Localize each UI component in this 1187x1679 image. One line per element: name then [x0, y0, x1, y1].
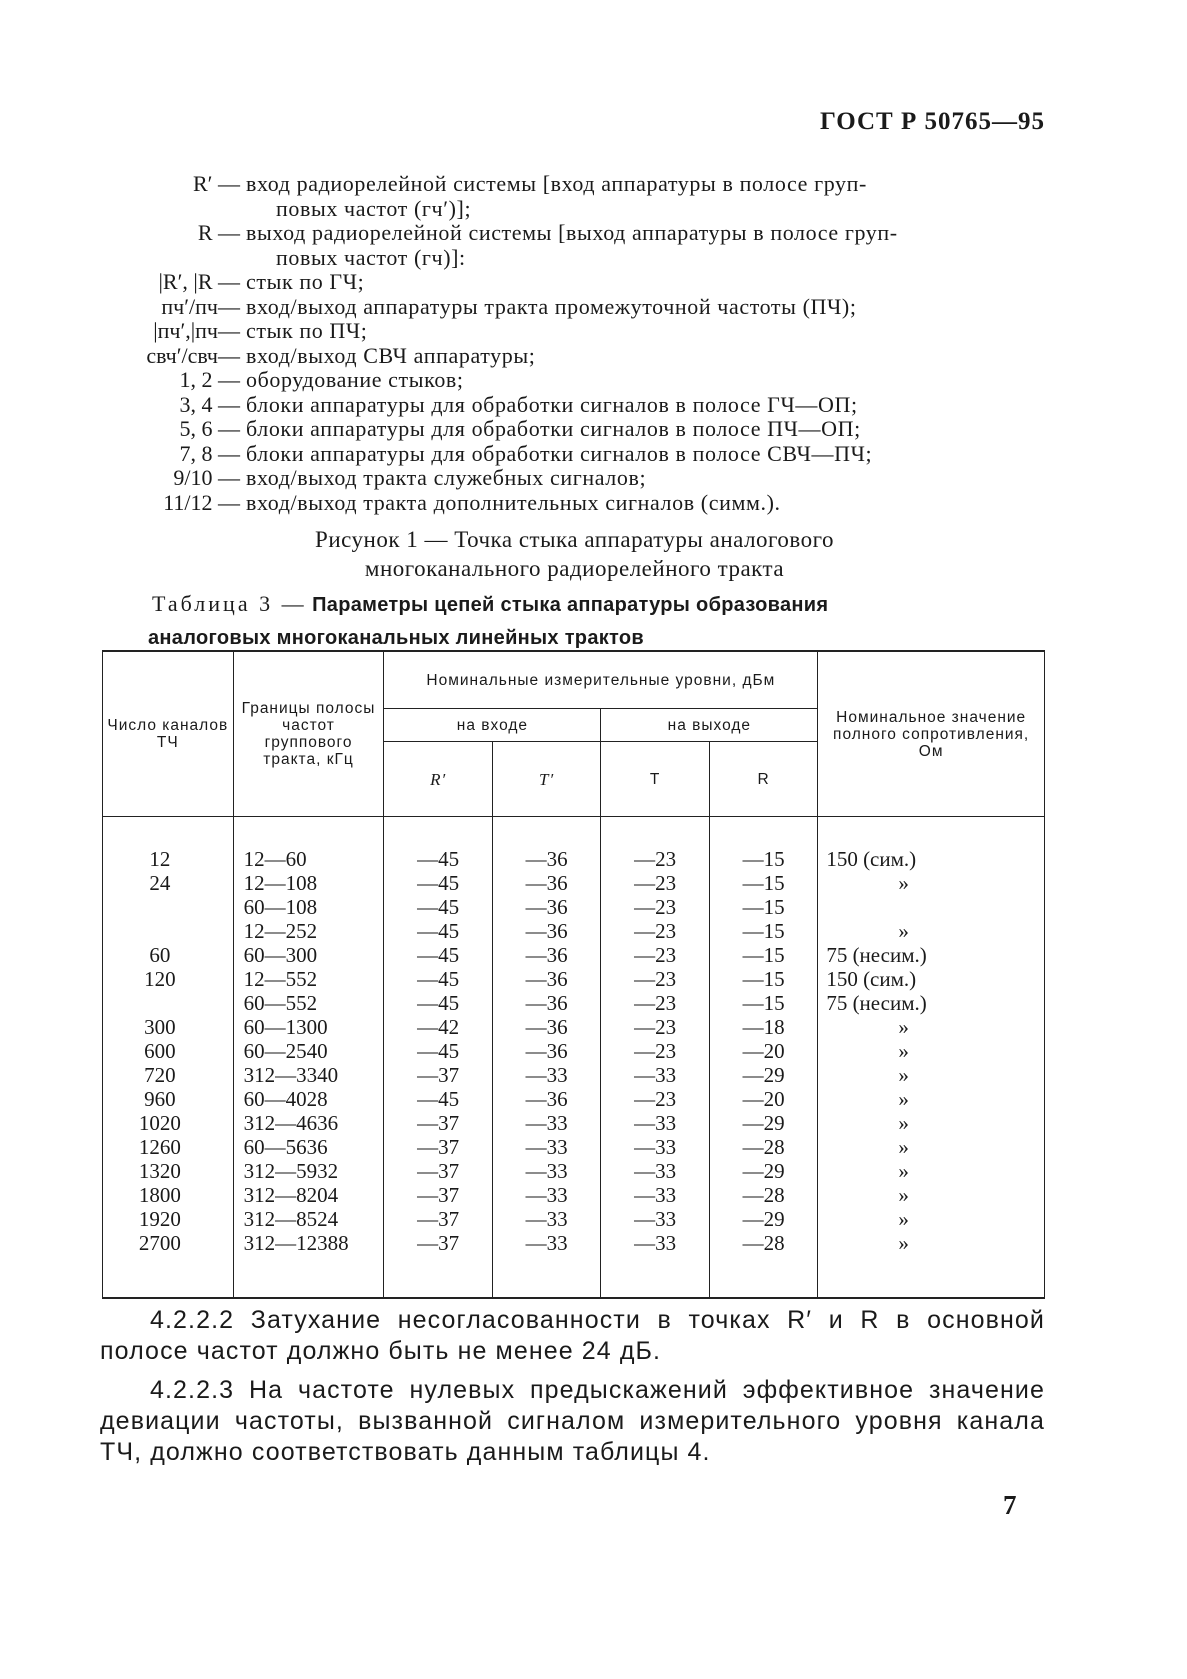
cell-channels	[103, 991, 234, 1015]
cell-impedance: »	[818, 1039, 1045, 1063]
header-band: Границы полосы частот группового тракта, кГц	[233, 651, 384, 817]
header-r: R	[709, 742, 817, 817]
cell-input-t: —36	[492, 919, 600, 943]
header-r-prime: R′	[384, 742, 492, 817]
legend-symbol: 7, 8 —	[179, 440, 240, 466]
header-levels: Номинальные измерительные уровни, дБм	[384, 651, 818, 709]
cell-channels: 2700	[103, 1231, 234, 1298]
cell-output-t: —33	[601, 1183, 709, 1207]
legend-symbol: свч′/свч—	[146, 342, 240, 368]
legend-row	[140, 295, 1056, 320]
table-row	[103, 991, 1045, 1015]
cell-output-t: —23	[601, 895, 709, 919]
figure-caption	[0, 525, 1187, 583]
table-title	[148, 588, 1052, 654]
cell-channels: 1320	[103, 1159, 234, 1183]
table-row	[103, 1087, 1045, 1111]
legend-description: вход/выход тракта служебных сигналов;	[246, 465, 647, 490]
spacer-cell	[233, 817, 384, 848]
legend-description: стык по ПЧ;	[246, 318, 368, 343]
cell-output-t: —33	[601, 1135, 709, 1159]
table-title-text-1: Параметры цепей стыка аппаратуры образования	[312, 594, 829, 616]
page-number: 7	[1003, 1490, 1017, 1520]
cell-output-r: —18	[709, 1015, 817, 1039]
table-row	[103, 967, 1045, 991]
legend-row	[140, 246, 1056, 271]
cell-output-r: —15	[709, 967, 817, 991]
cell-input-t: —36	[492, 871, 600, 895]
legend-row	[140, 270, 1056, 295]
legend-row	[140, 368, 1056, 393]
header-channels: Число каналов ТЧ	[103, 651, 234, 817]
cell-output-t: —23	[601, 1087, 709, 1111]
cell-input-r: —45	[384, 943, 492, 967]
cell-output-t: —33	[601, 1231, 709, 1298]
legend-symbol: 5, 6 —	[179, 416, 240, 441]
cell-input-r: —37	[384, 1231, 492, 1298]
cell-input-r: —45	[384, 871, 492, 895]
cell-input-t: —33	[492, 1135, 600, 1159]
legend-description: вход радиорелейной системы [вход аппаратуры в полосе груп-	[246, 171, 867, 196]
legend-symbol: |пч′,|пч—	[153, 318, 240, 343]
legend-description: вход/выход СВЧ аппаратуры;	[246, 342, 536, 368]
figure-caption-line-2: многоканального радиорелейного тракта	[364, 556, 785, 581]
legend-description: блоки аппаратуры для обработки сигналов в полосе СВЧ—ПЧ;	[246, 440, 873, 466]
cell-output-t: —23	[601, 847, 709, 871]
legend-row	[140, 197, 1056, 222]
header-input: на входе	[384, 709, 601, 742]
figure-caption-line-1: Рисунок 1 — Точка стыка аппаратуры аналогового	[315, 527, 834, 552]
legend-description: стык по ГЧ;	[246, 269, 365, 294]
legend-row	[140, 393, 1056, 418]
legend-symbol: 1, 2 —	[179, 367, 240, 392]
cell-input-r: —37	[384, 1135, 492, 1159]
cell-output-r: —29	[709, 1111, 817, 1135]
cell-input-t: —33	[492, 1207, 600, 1231]
legend-row	[140, 344, 1056, 369]
legend-row	[140, 491, 1056, 516]
cell-band: 312—12388	[233, 1231, 384, 1298]
header-t: T	[601, 742, 709, 817]
cell-input-r: —37	[384, 1183, 492, 1207]
legend-description: вход/выход аппаратуры тракта промежуточной частоты (ПЧ);	[246, 293, 857, 319]
table-row	[103, 1207, 1045, 1231]
cell-channels: 300	[103, 1015, 234, 1039]
table-row	[103, 1063, 1045, 1087]
header-t-prime: T′	[492, 742, 600, 817]
legend-description: повых частот (гч)]:	[276, 244, 466, 270]
cell-output-t: —23	[601, 1039, 709, 1063]
legend-description: вход/выход тракта дополнительных сигналов (симм.).	[246, 489, 781, 515]
cell-output-t: —33	[601, 1159, 709, 1183]
legend-symbol: 9/10 —	[173, 465, 240, 490]
cell-impedance: »	[818, 871, 1045, 895]
cell-band: 60—108	[233, 895, 384, 919]
cell-channels: 60	[103, 943, 234, 967]
legend-description: блоки аппаратуры для обработки сигналов в полосе ПЧ—ОП;	[246, 416, 861, 441]
table-body	[103, 817, 1045, 1299]
cell-impedance: »	[818, 1087, 1045, 1111]
cell-band: 60—1300	[233, 1015, 384, 1039]
cell-band: 312—8204	[233, 1183, 384, 1207]
legend-symbol: пч′/пч—	[161, 293, 240, 319]
cell-band: 60—2540	[233, 1039, 384, 1063]
paragraph-4-2-2-2: 4.2.2.2 Затухание несогласованности в точках R′ и R в основной полосе частот должно быть не менее 24 дБ.	[100, 1306, 1045, 1365]
cell-output-r: —20	[709, 1039, 817, 1063]
cell-input-r: —37	[384, 1063, 492, 1087]
cell-output-r: —29	[709, 1063, 817, 1087]
table-row	[103, 1135, 1045, 1159]
paragraph-4-2-2-3: 4.2.2.3 На частоте нулевых предыскажений эффективное значение девиации частоты, вызванной сигналом измерительного уровня канала ТЧ, должно соответствовать данным таблицы 4.	[100, 1376, 1045, 1466]
cell-output-t: —23	[601, 871, 709, 895]
document-header: ГОСТ Р 50765—95	[819, 108, 1045, 135]
table-title-prefix: Таблица 3 —	[152, 591, 307, 616]
cell-channels: 120	[103, 967, 234, 991]
legend-symbol: R —	[197, 220, 240, 245]
table-title-text-2: аналоговых многоканальных линейных трактов	[148, 627, 644, 649]
cell-output-r: —15	[709, 895, 817, 919]
cell-impedance: 75 (несим.)	[818, 991, 1045, 1015]
cell-impedance	[818, 895, 1045, 919]
table-row	[103, 871, 1045, 895]
cell-band: 60—552	[233, 991, 384, 1015]
header-impedance: Номинальное значение полного сопротивления, Ом	[818, 651, 1045, 817]
cell-input-t: —33	[492, 1063, 600, 1087]
cell-input-t: —36	[492, 847, 600, 871]
cell-channels	[103, 919, 234, 943]
cell-output-r: —20	[709, 1087, 817, 1111]
table-row	[103, 1159, 1045, 1183]
cell-channels: 12	[103, 847, 234, 871]
cell-impedance: »	[818, 1207, 1045, 1231]
spacer-cell	[709, 817, 817, 848]
cell-input-r: —37	[384, 1159, 492, 1183]
legend-row	[140, 221, 1056, 246]
cell-output-t: —23	[601, 919, 709, 943]
cell-band: 312—3340	[233, 1063, 384, 1087]
cell-band: 312—8524	[233, 1207, 384, 1231]
cell-impedance: »	[818, 1063, 1045, 1087]
cell-band: 312—5932	[233, 1159, 384, 1183]
cell-input-r: —45	[384, 967, 492, 991]
cell-band: 312—4636	[233, 1111, 384, 1135]
cell-input-r: —37	[384, 1207, 492, 1231]
table-row	[103, 847, 1045, 871]
header-output: на выходе	[601, 709, 818, 742]
cell-band: 12—108	[233, 871, 384, 895]
cell-input-r: —45	[384, 919, 492, 943]
legend-row	[140, 466, 1056, 491]
cell-output-t: —33	[601, 1111, 709, 1135]
parameters-table	[102, 650, 1045, 1299]
cell-input-r: —37	[384, 1111, 492, 1135]
cell-impedance: »	[818, 919, 1045, 943]
spacer-cell	[384, 817, 492, 848]
cell-output-r: —29	[709, 1159, 817, 1183]
cell-band: 12—252	[233, 919, 384, 943]
table-row	[103, 1183, 1045, 1207]
legend-row	[140, 319, 1056, 344]
legend-symbol: R′ —	[193, 171, 240, 196]
cell-output-t: —23	[601, 943, 709, 967]
table-row	[103, 1231, 1045, 1298]
cell-impedance: »	[818, 1159, 1045, 1183]
cell-output-r: —28	[709, 1135, 817, 1159]
cell-input-r: —45	[384, 991, 492, 1015]
cell-channels	[103, 895, 234, 919]
cell-input-t: —36	[492, 967, 600, 991]
cell-input-r: —45	[384, 1039, 492, 1063]
cell-input-r: —45	[384, 1087, 492, 1111]
legend-symbol: 11/12 —	[163, 489, 240, 515]
cell-band: 60—300	[233, 943, 384, 967]
cell-input-r: —42	[384, 1015, 492, 1039]
cell-impedance: »	[818, 1183, 1045, 1207]
cell-output-r: —15	[709, 991, 817, 1015]
cell-impedance: »	[818, 1111, 1045, 1135]
spacer-cell	[103, 817, 234, 848]
cell-input-r: —45	[384, 895, 492, 919]
cell-band: 12—552	[233, 967, 384, 991]
cell-channels: 960	[103, 1087, 234, 1111]
cell-output-t: —33	[601, 1207, 709, 1231]
legend-description: выход радиорелейной системы [выход аппаратуры в полосе груп-	[246, 220, 898, 245]
cell-channels: 1020	[103, 1111, 234, 1135]
table-row	[103, 895, 1045, 919]
cell-input-t: —36	[492, 991, 600, 1015]
cell-output-t: —23	[601, 1015, 709, 1039]
body-text	[100, 1305, 1045, 1468]
cell-output-r: —29	[709, 1207, 817, 1231]
cell-output-r: —28	[709, 1231, 817, 1298]
cell-output-r: —15	[709, 943, 817, 967]
cell-channels: 24	[103, 871, 234, 895]
cell-input-t: —36	[492, 1039, 600, 1063]
legend-symbol: |R′, |R —	[158, 269, 240, 294]
cell-input-t: —33	[492, 1183, 600, 1207]
cell-output-r: —28	[709, 1183, 817, 1207]
cell-channels: 1920	[103, 1207, 234, 1231]
cell-band: 60—5636	[233, 1135, 384, 1159]
cell-output-r: —15	[709, 847, 817, 871]
cell-channels: 600	[103, 1039, 234, 1063]
table-row	[103, 919, 1045, 943]
cell-output-r: —15	[709, 871, 817, 895]
table-row	[103, 943, 1045, 967]
spacer-cell	[818, 817, 1045, 848]
figure-legend	[140, 172, 1056, 515]
cell-output-t: —23	[601, 967, 709, 991]
legend-description: оборудование стыков;	[246, 367, 464, 392]
table-row	[103, 1111, 1045, 1135]
table-row	[103, 1039, 1045, 1063]
cell-output-r: —15	[709, 919, 817, 943]
legend-row	[140, 442, 1056, 467]
cell-input-t: —36	[492, 943, 600, 967]
cell-channels: 720	[103, 1063, 234, 1087]
legend-symbol: 3, 4 —	[179, 391, 240, 417]
legend-row	[140, 417, 1056, 442]
legend-row	[140, 172, 1056, 197]
cell-band: 12—60	[233, 847, 384, 871]
cell-output-t: —33	[601, 1063, 709, 1087]
cell-input-t: —36	[492, 1087, 600, 1111]
cell-impedance: 75 (несим.)	[818, 943, 1045, 967]
cell-input-t: —36	[492, 895, 600, 919]
legend-description: блоки аппаратуры для обработки сигналов в полосе ГЧ—ОП;	[246, 391, 858, 417]
cell-impedance: 150 (сим.)	[818, 847, 1045, 871]
cell-impedance: »	[818, 1135, 1045, 1159]
cell-input-t: —33	[492, 1159, 600, 1183]
cell-impedance: 150 (сим.)	[818, 967, 1045, 991]
cell-impedance: »	[818, 1015, 1045, 1039]
cell-input-t: —33	[492, 1231, 600, 1298]
legend-description: повых частот (гч′)];	[276, 195, 472, 221]
cell-channels: 1260	[103, 1135, 234, 1159]
table-spacer-row	[103, 817, 1045, 848]
cell-input-t: —33	[492, 1111, 600, 1135]
cell-band: 60—4028	[233, 1087, 384, 1111]
cell-impedance: »	[818, 1231, 1045, 1298]
cell-input-t: —36	[492, 1015, 600, 1039]
cell-input-r: —45	[384, 847, 492, 871]
spacer-cell	[492, 817, 600, 848]
table-row	[103, 1015, 1045, 1039]
cell-output-t: —23	[601, 991, 709, 1015]
cell-channels: 1800	[103, 1183, 234, 1207]
spacer-cell	[601, 817, 709, 848]
